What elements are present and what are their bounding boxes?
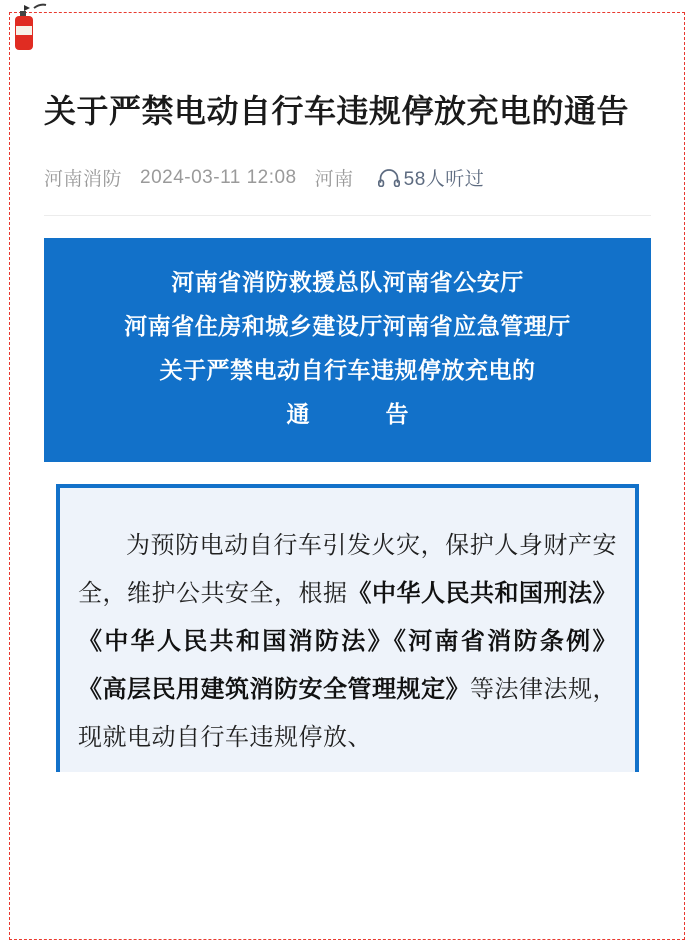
fire-extinguisher-icon — [8, 2, 52, 54]
meta-date: 2024-03-11 12:08 — [140, 166, 297, 188]
body-paragraph — [78, 522, 617, 762]
article-meta — [44, 164, 651, 191]
listen-count: 58人听过 — [403, 169, 485, 190]
body-inner — [56, 488, 639, 772]
meta-source: 河南消防 — [44, 169, 123, 190]
headphone-icon — [378, 169, 400, 187]
notice-banner — [44, 238, 651, 462]
body-text-prefix: 为预防电动自行车引发火灾，保护人身财产安全，维护公共安全，根据 — [78, 532, 617, 607]
body-text-suffix: 等法律法规，现就电动自行车违规停放、 — [78, 676, 617, 751]
banner-line-4: 通 告 — [286, 401, 419, 427]
body-block — [44, 484, 651, 772]
meta-divider — [44, 215, 651, 216]
page-title: 关于严禁电动自行车违规停放充电的通告 — [44, 93, 630, 129]
body-right-rail — [635, 488, 639, 772]
banner-line-3: 关于严禁电动自行车违规停放充电的 — [159, 357, 536, 383]
body-left-rail — [56, 488, 60, 772]
banner-line-2: 河南省住房和城乡建设厅河南省应急管理厅 — [124, 313, 571, 339]
listen-button[interactable] — [378, 164, 485, 191]
banner-line-1: 河南省消防救援总队河南省公安厅 — [171, 269, 524, 295]
meta-location: 河南 — [314, 169, 354, 190]
body-text-laws: 《中华人民共和国刑法》《中华人民共和国消防法》《河南省消防条例》《高层民用建筑消防安全管理规定》 — [78, 580, 617, 703]
